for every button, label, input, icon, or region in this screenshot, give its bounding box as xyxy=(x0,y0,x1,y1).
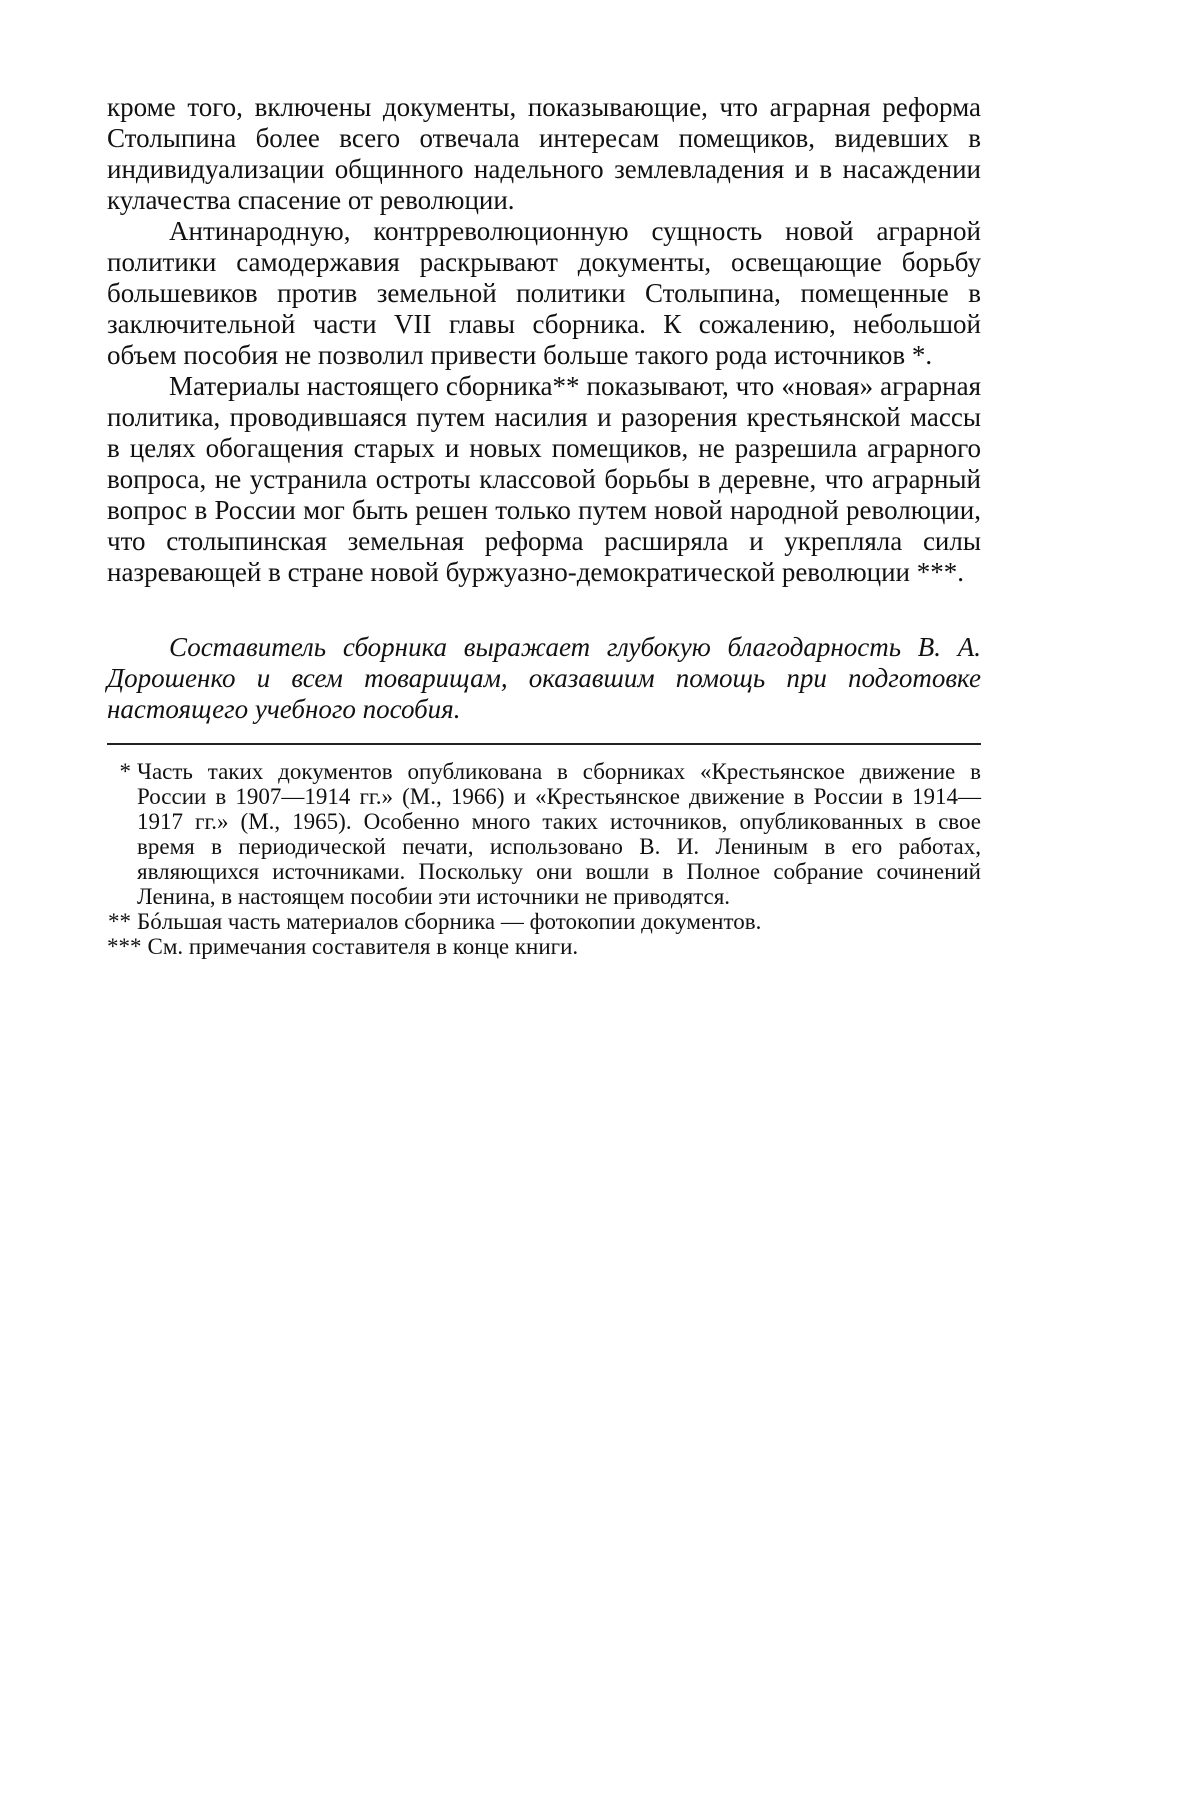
footnote-mark: ** xyxy=(108,909,131,934)
paragraph-materialy: Материалы настоящего сборника** показывают, что «новая» аграрная политика, проводившаяся путем насилия и разорения крестьянской массы в целях обогащения старых и новых помещиков, не разрешила аграрного вопроса, не устранила остроты классовой борьбы в деревне, что аграрный вопрос в России мог быть решен только путем новой народной революции, что столыпинская земельная реформа расширяла и укрепляла силы назревающей в стране новой буржуазно-демократической революции ***. xyxy=(107,371,981,587)
footnote-text: Часть таких документов опубликована в сборниках «Крестьянское движение в России в 1907—1914 гг.» (М., 1966) и «Крестьянское движение в России в 1914—1917 гг.» (М., 1965). Особенно много таких источников, опубликованных в свое время в периодической печати, использовано В. И. Лениным в его работах, являющихся источниками. Поскольку они вошли в Полное собрание сочинений Ленина, в настоящем пособии эти источники не приводятся. xyxy=(137,759,981,909)
paragraph-antinarodnuyu: Антинародную, контрреволюционную сущность новой аграрной политики самодержавия раскрывают документы, освещающие борьбу большевиков против земельной политики Столыпина, помещенные в заключительной части VII главы сборника. К сожалению, небольшой объем пособия не позволил привести больше такого рода источников *. xyxy=(107,216,981,370)
acknowledgment: Составитель сборника выражает глубокую благодарность В. А. Дорошенко и всем товарищам, оказавшим помощь при подготовке настоящего учебного пособия. xyxy=(107,632,981,724)
footnote-mark: *** xyxy=(107,934,142,959)
footnote-2 xyxy=(107,909,981,934)
footnote-3 xyxy=(107,934,981,959)
footnote-1 xyxy=(107,759,981,909)
paragraph-continuation: кроме того, включены документы, показывающие, что аграрная реформа Столыпина более всего отвечала интересам помещиков, видевших в индивидуализации общинного надельного землевладения и в насаждении кулачества спасение от революции. xyxy=(107,92,981,215)
footnote-mark: * xyxy=(119,759,131,784)
footnote-divider xyxy=(107,743,981,745)
footnote-text: См. примечания составителя в конце книги. xyxy=(147,934,579,959)
footnotes xyxy=(107,759,981,959)
document-page xyxy=(107,92,981,959)
main-text xyxy=(107,92,981,588)
footnote-text: Бóльшая часть материалов сборника — фотокопии документов. xyxy=(137,909,762,934)
